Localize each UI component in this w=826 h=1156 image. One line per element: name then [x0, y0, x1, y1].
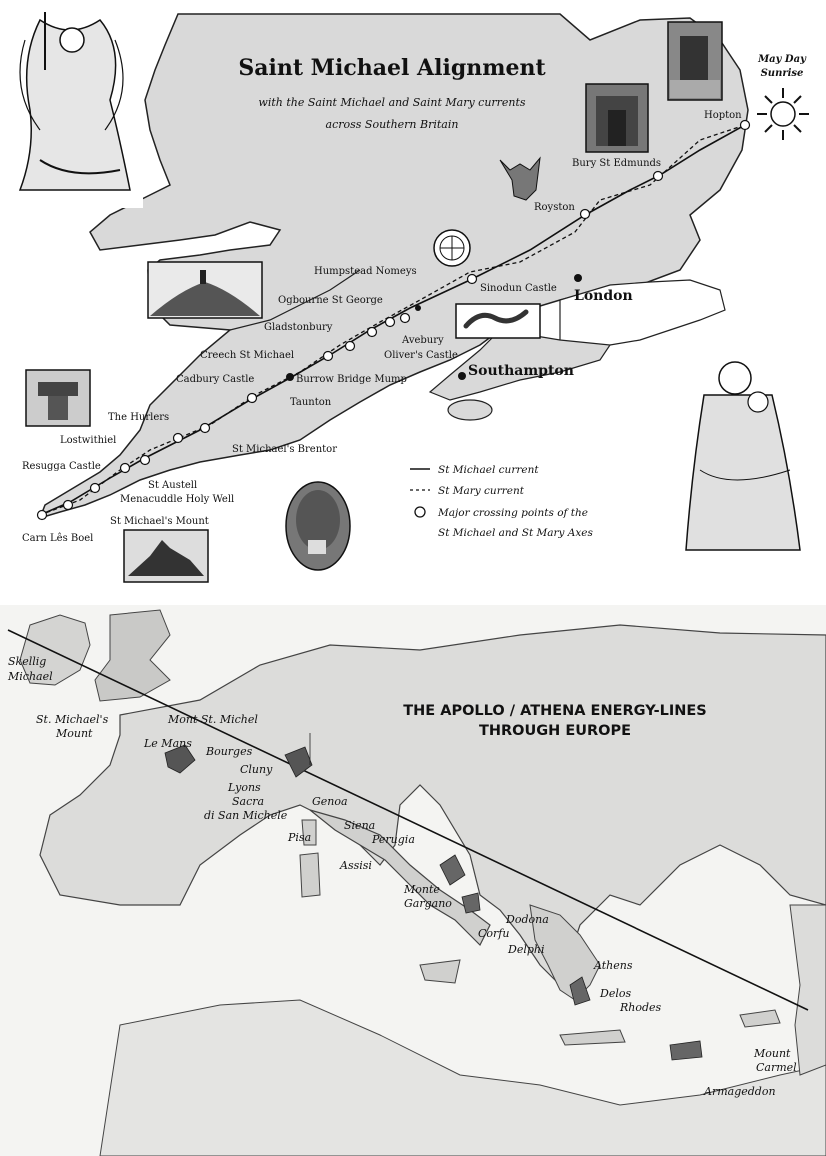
crossing-burrow [324, 352, 333, 361]
label-taunton: Taunton [290, 397, 332, 408]
label-menacuddle: Menacuddle Holy Well [120, 494, 235, 505]
glastonbury-tor-photo [148, 262, 262, 318]
label-bury: Bury St Edmunds [572, 158, 662, 169]
label-sacra-1: Sacra [232, 795, 265, 808]
crossing-austell [141, 456, 150, 465]
label-hurlers: The Hurlers [108, 412, 170, 423]
crossing-hurlers [174, 434, 183, 443]
bury-st-edmunds-photo [586, 84, 648, 152]
apollo-athena-europe-map [0, 605, 826, 1156]
label-cadbury: Cadbury Castle [176, 374, 255, 385]
map-subtitle-1: with the Saint Michael and Saint Mary currents [258, 96, 526, 109]
label-carmel-1: Mount [754, 1047, 791, 1060]
label-perugia: Perugia [372, 833, 415, 846]
crossing-hopton [741, 121, 750, 130]
legend-mary-label: St Mary current [438, 485, 524, 497]
europe-title-1: THE APOLLO / ATHENA ENERGY-LINES [403, 703, 707, 719]
hopton-tower-photo [668, 22, 722, 100]
madonna-illustration [676, 358, 804, 558]
crossing-creech [346, 342, 355, 351]
label-le-mans: Le Mans [144, 737, 192, 750]
label-austell: St Austell [148, 480, 198, 491]
label-delos: Delos [600, 987, 632, 1000]
label-creech: Creech St Michael [200, 350, 295, 361]
legend-crossing-label-1: Major crossing points of the [438, 507, 588, 519]
label-brentor: St Michael's Brentor [232, 444, 337, 455]
label-rhodes: Rhodes [620, 1001, 662, 1014]
label-glastonbury: Gladstonbury [264, 322, 333, 333]
label-carmel-2: Carmel [756, 1061, 797, 1074]
crossing-mount [64, 501, 73, 510]
label-sinodun: Sinodun Castle [480, 283, 557, 294]
map-legend [410, 464, 594, 539]
crossing-olivers [368, 328, 377, 337]
label-sacra-2: di San Michele [204, 809, 288, 822]
label-ogbourne: Ogbourne St George [278, 295, 383, 306]
label-lostwithiel: Lostwithiel [60, 435, 117, 446]
label-skellig-1: Skellig [8, 655, 47, 668]
dot-humpstead [415, 305, 421, 311]
lostwithiel-font-photo [26, 370, 90, 426]
label-carn: Carn Lês Boel [22, 533, 94, 544]
legend-michael-label: St Michael current [438, 464, 539, 476]
crossing-cadbury [248, 394, 257, 403]
dot-taunton [286, 373, 294, 381]
label-corfu: Corfu [478, 927, 510, 940]
label-assisi: Assisi [340, 859, 372, 872]
legend-crossing-label-2: St Michael and St Mary Axes [438, 527, 593, 539]
humpstead-maze-circle [434, 230, 470, 266]
label-london: London [574, 288, 633, 304]
map-subtitle-2: across Southern Britain [325, 118, 459, 131]
dot-london [574, 274, 582, 282]
crossing-sinodun [468, 275, 477, 284]
label-humpstead: Humpstead Nomeys [314, 266, 417, 277]
angel-illustration [8, 8, 143, 208]
crossing-carn [38, 511, 47, 520]
crossing-ogbourne [401, 314, 410, 323]
crossing-resugga [121, 464, 130, 473]
label-skellig-2: Michael [8, 670, 53, 683]
label-hopton: Hopton [704, 110, 742, 121]
label-stmm-1: St. Michael's [36, 713, 109, 726]
map-title: Saint Michael Alignment [238, 55, 546, 81]
sunrise-label-1: May Day [758, 54, 806, 65]
label-lyons: Lyons [228, 781, 261, 794]
isle-of-wight [448, 400, 492, 420]
dot-southampton [458, 372, 466, 380]
label-olivers: Oliver's Castle [384, 350, 458, 361]
label-armageddon: Armageddon [704, 1085, 776, 1098]
label-monte-2: Gargano [404, 897, 452, 910]
label-stmm-2: Mount [56, 727, 93, 740]
crossing-brentor [201, 424, 210, 433]
europe-map-svg [0, 605, 826, 1156]
st-michaels-mount-photo [124, 530, 208, 582]
label-monte-1: Monte [404, 883, 440, 896]
label-resugga: Resugga Castle [22, 461, 101, 472]
sardinia [300, 853, 320, 897]
label-dodona: Dodona [506, 913, 549, 926]
may-day-sunrise-icon [757, 88, 809, 140]
label-mont-st-michel: Mont St. Michel [168, 713, 258, 726]
label-royston: Royston [534, 202, 575, 213]
label-genoa: Genoa [312, 795, 348, 808]
menacuddle-holy-well-photo [286, 482, 350, 570]
crossing-menacuddle [91, 484, 100, 493]
label-delphi: Delphi [508, 943, 545, 956]
label-bourges: Bourges [206, 745, 253, 758]
label-mount: St Michael's Mount [110, 516, 209, 527]
label-southampton: Southampton [468, 363, 574, 379]
europe-title-2: THROUGH EUROPE [478, 723, 632, 739]
label-avebury: Avebury [402, 335, 444, 346]
sunrise-label-2: Sunrise [760, 68, 804, 79]
crossing-avebury [386, 318, 395, 327]
legend-crossing-icon [415, 507, 425, 517]
avebury-stone-image [456, 304, 540, 338]
crossing-bury [654, 172, 663, 181]
label-burrow: Burrow Bridge Mump [296, 374, 407, 385]
label-pisa: Pisa [288, 831, 312, 844]
label-cluny: Cluny [240, 763, 273, 776]
label-athens: Athens [594, 959, 633, 972]
label-siena: Siena [344, 819, 376, 832]
crossing-royston [581, 210, 590, 219]
